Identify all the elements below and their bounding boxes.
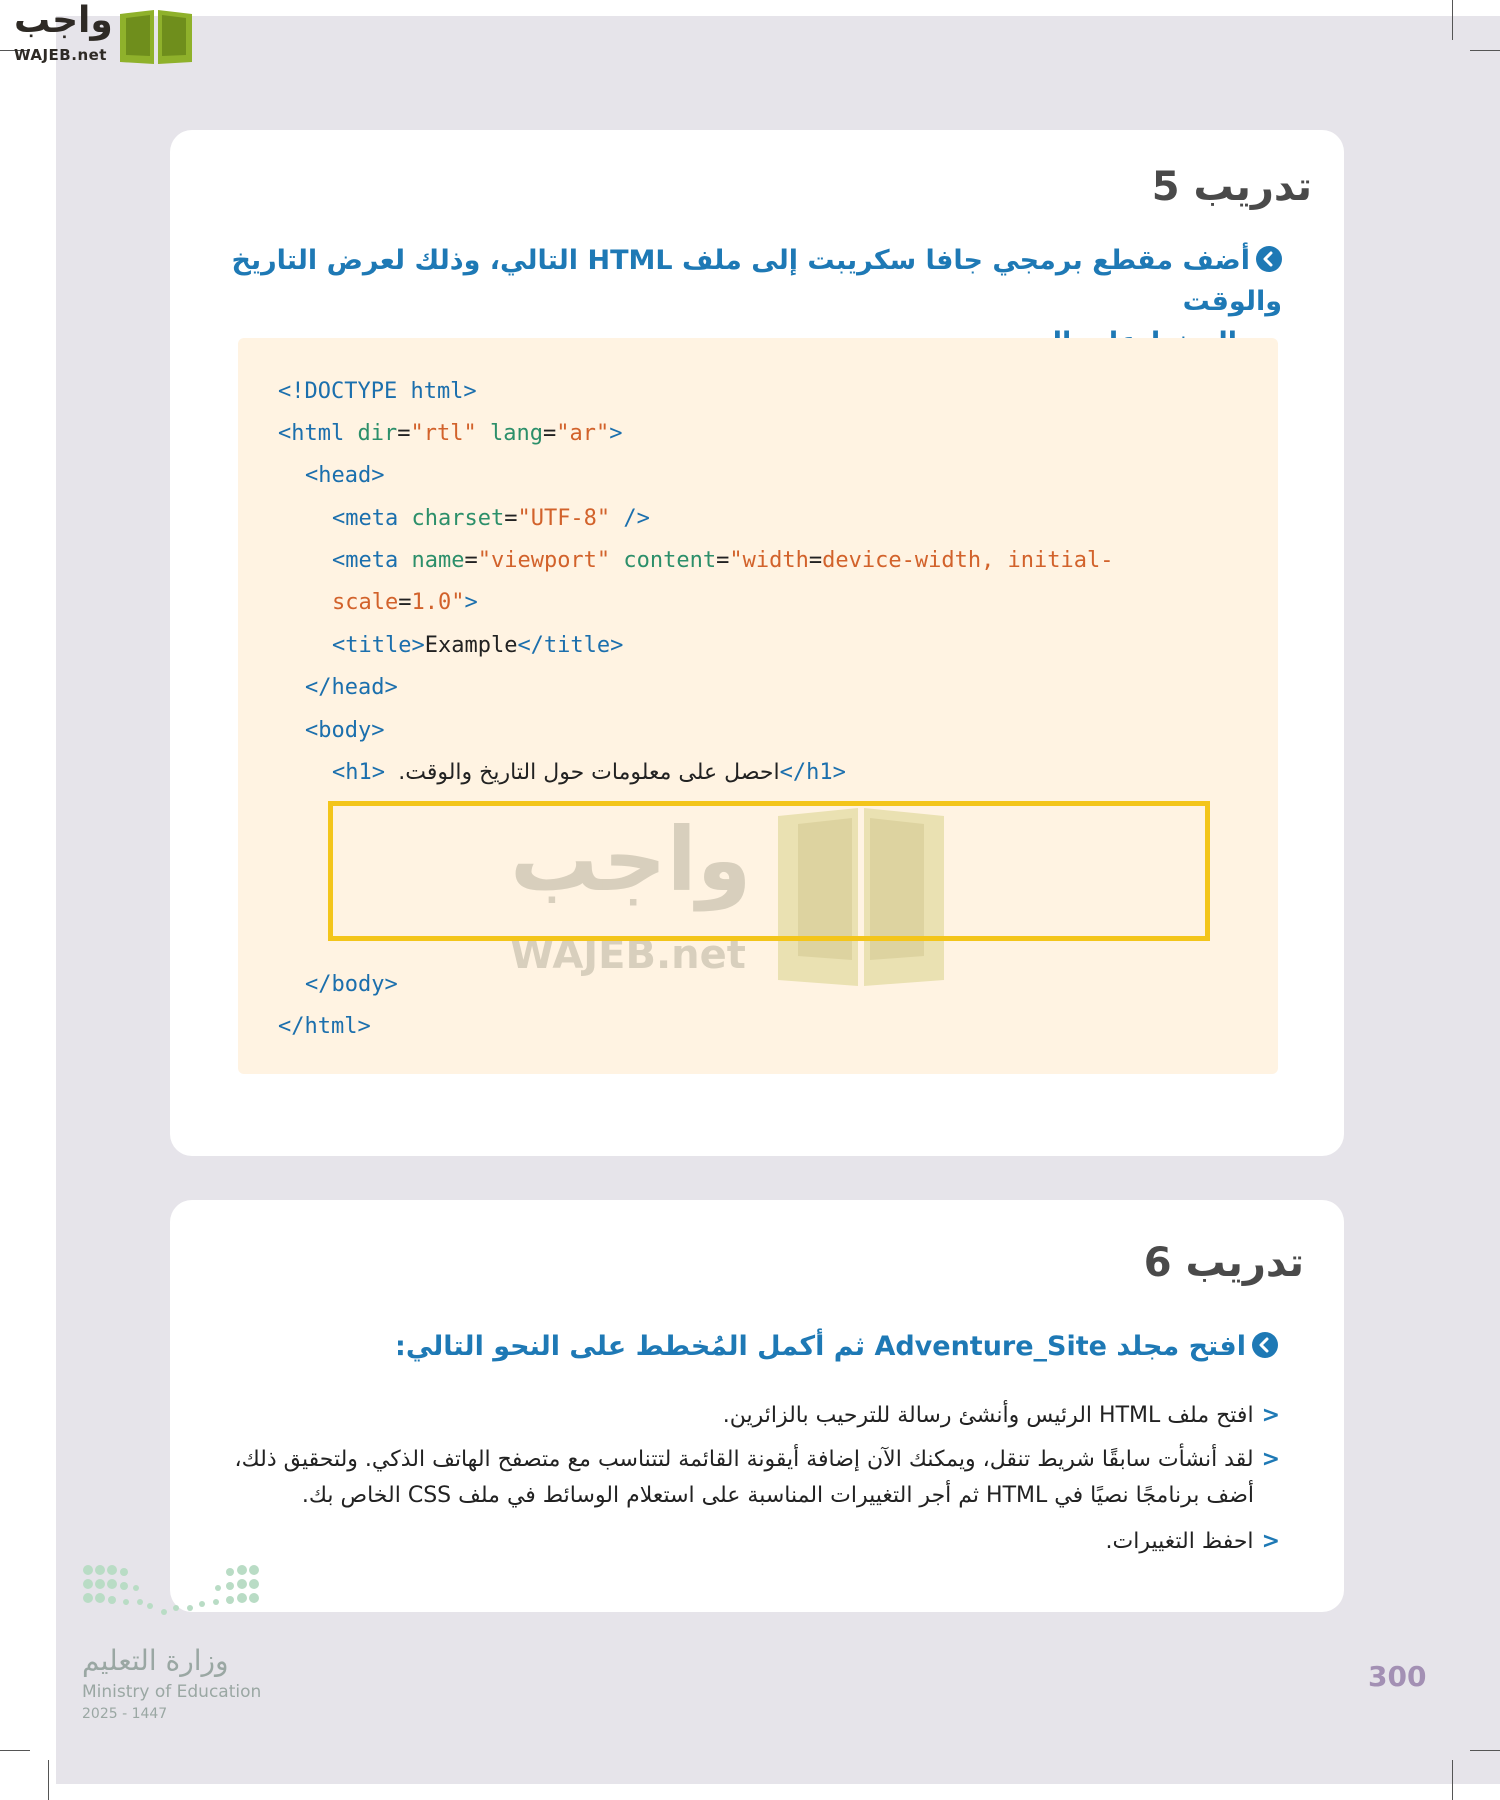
ministry-arabic-name: وزارة التعليم <box>82 1644 229 1677</box>
code-line-doctype: <!DOCTYPE html> <box>278 379 477 404</box>
ministry-dots-icon <box>80 1560 270 1630</box>
code-line-body-open: <body> <box>305 718 385 743</box>
code-line-h1: <h1> احصل على معلومات حول التاريخ والوقت.</h1> <box>332 760 846 785</box>
crop-mark <box>48 1760 49 1800</box>
ministry-logo <box>80 1560 280 1730</box>
chevron-circle-icon <box>1252 1332 1278 1358</box>
crop-mark <box>0 1750 30 1751</box>
chevron-circle-icon <box>1256 246 1282 272</box>
code-line-html: <html dir="rtl" lang="ar"> <box>278 421 623 446</box>
exercise-6-steps <box>180 1398 1280 1560</box>
watermark-arabic: واجب <box>510 808 752 911</box>
watermark-latin: WAJEB.net <box>510 932 746 978</box>
list-item: <لقد أنشأت سابقًا شريط تنقل، ويمكنك الآن إضافة أيقونة القائمة لتتناسب مع متصفح الهاتف الذكي. ولتحقيق ذلك، <box>180 1442 1280 1478</box>
code-line-body-close: </body> <box>305 972 398 997</box>
code-line-html-close: </html> <box>278 1014 371 1039</box>
list-item: <افتح ملف HTML الرئيس وأنشئ رسالة للترحيب بالزائرين. <box>180 1398 1280 1434</box>
ministry-english-name: Ministry of Education <box>82 1682 262 1702</box>
chevron-icon: < <box>1261 1447 1280 1472</box>
answer-area[interactable] <box>328 801 1210 941</box>
chevron-icon: < <box>1261 1529 1280 1554</box>
chevron-icon: < <box>1261 1403 1280 1428</box>
wajeb-logo[interactable] <box>10 0 190 66</box>
code-line-meta-charset: <meta charset="UTF-8" /> <box>332 506 650 531</box>
code-line-head-close: </head> <box>305 675 398 700</box>
exercise-6-title: تدريب 6 <box>1143 1240 1304 1286</box>
list-item: <احفظ التغييرات. <box>180 1524 1280 1560</box>
code-line-meta-viewport: <meta name="viewport" content="width=device-width, initial- <box>332 548 1114 573</box>
code-line-meta-viewport-cont: scale=1.0"> <box>332 590 478 615</box>
instruction-text-1: أضف مقطع برمجي جافا سكريبت إلى ملف HTML التالي، وذلك لعرض التاريخ والوقت <box>231 245 1282 317</box>
crop-mark <box>1452 1760 1453 1800</box>
crop-mark <box>1470 1750 1500 1751</box>
instruction-line-1 <box>222 240 1282 322</box>
book-icon <box>116 6 196 66</box>
crop-mark <box>1452 0 1453 40</box>
code-line-title: <title>Example</title> <box>332 633 624 658</box>
exercise-6-instruction-text: افتح مجلد Adventure_Site ثم أكمل المُخطط على النحو التالي: <box>395 1331 1246 1362</box>
logo-arabic-text: واجب <box>14 0 113 41</box>
crop-mark <box>1470 50 1500 51</box>
code-line-head-open: <head> <box>305 463 385 488</box>
exercise-5-title: تدريب 5 <box>1151 164 1312 210</box>
page-number: 300 <box>1368 1660 1427 1693</box>
list-item-continuation: أضف برنامجًا نصيًا في HTML ثم أجر التغييرات المناسبة على استعلام الوسائط في ملف CSS الخاص بك. <box>301 1483 1254 1508</box>
ministry-year: 2025 - 1447 <box>82 1706 168 1722</box>
exercise-6-instruction <box>278 1326 1278 1367</box>
logo-latin-text: WAJEB.net <box>14 46 107 64</box>
